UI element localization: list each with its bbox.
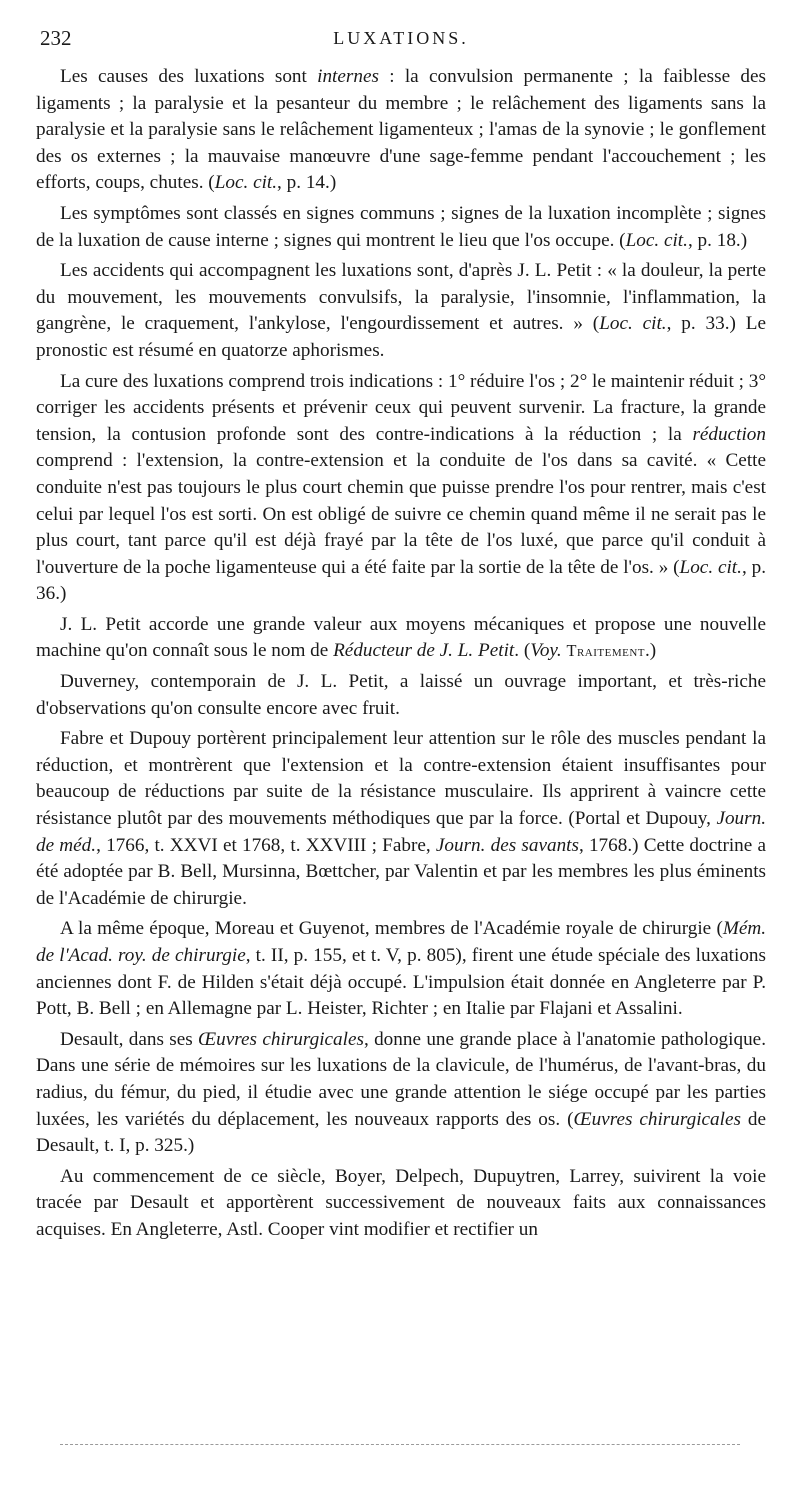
paragraph bbox=[36, 258, 766, 364]
paragraph bbox=[36, 201, 766, 254]
text-run: Loc. cit. bbox=[599, 313, 667, 335]
paragraph bbox=[36, 726, 766, 912]
text-run: : la convulsion permanente ; la faiblesse des ligaments ; la paralysie et la pesanteur du membre ; le relâchement des ligaments sans la paralysie et la paralysie sans le relâchement ligamenteux ; l'amas de la synovie ; le gonflement des os externes ; la mauvaise manœuvre d'une sage-femme pendant l'accouchement ; les efforts, coups, chutes. ( bbox=[36, 66, 766, 194]
text-run: Les causes des luxations sont bbox=[60, 66, 318, 87]
text-run: comprend : l'extension, la contre-extension et la conduite de l'os dans sa cavité. « Cette conduite n'est pas toujours le plus court chemin que puisse prendre l'os pour rentrer, mais c'est celui par lequel l'os est sorti. On est obligé de suivre ce chemin quand même il ne serait pas le plus court, tant parce qu'il est déjà frayé par la tête de l'os luxé, que parce qu'il conduit à l'ouverture de la poche ligamenteuse qui a été faite par la sortie de la tête de l'os. » ( bbox=[36, 450, 766, 578]
text-run: J. L. Petit accorde une grande valeur aux moyens mécaniques et propose une nouvelle machine qu'on connaît sous le nom de bbox=[36, 613, 766, 662]
text-run: Journ. des savants bbox=[435, 834, 579, 856]
text-run: Desault, dans ses bbox=[60, 1028, 199, 1050]
text-run: , p. 18.) bbox=[687, 229, 748, 251]
text-run: Loc. cit. bbox=[625, 229, 688, 251]
bottom-rule bbox=[60, 1444, 740, 1445]
text-run: Duverney, contemporain de J. L. Petit, a laissé un ouvrage important, et très-riche d'observations qu'on consulte encore avec fruit. bbox=[36, 671, 766, 719]
text-run: Traitement bbox=[566, 641, 645, 661]
page-number: 232 bbox=[40, 26, 72, 50]
paragraph bbox=[36, 916, 766, 1022]
text-run: Loc. cit. bbox=[214, 172, 278, 194]
paragraph bbox=[36, 64, 766, 197]
text-run: Mém. de l'Acad. roy. de chirurgie bbox=[36, 918, 766, 966]
text-run: Les symptômes sont classés en signes communs ; signes de la luxation incomplète ; signes de la luxation de cause interne ; signes qui montrent le lieu que l'os occupe. ( bbox=[36, 202, 766, 251]
text-run: , 1768.) Cette doctrine a été adoptée par B. Bell, Mursinna, Bœttcher, par Valentin et par les membres les plus éminents de l'Académie de chirurgie. bbox=[36, 834, 767, 909]
text-run: internes bbox=[317, 66, 379, 87]
text-run: .) bbox=[645, 640, 657, 662]
book-page bbox=[36, 26, 766, 1248]
body-text bbox=[36, 64, 766, 1244]
paragraph bbox=[36, 1027, 766, 1160]
text-run: , p. 36.) bbox=[36, 556, 766, 605]
paragraph bbox=[36, 669, 766, 722]
text-run: , p. 14.) bbox=[277, 172, 337, 194]
running-title: LUXATIONS. bbox=[333, 28, 469, 48]
text-run: Journ. de méd. bbox=[36, 808, 766, 856]
text-run: Au commencement de ce siècle, Boyer, Delpech, Dupuytren, Larrey, suivirent la voie tracée par Desault et apportèrent successivement de nouveaux faits aux connaissances acquises. En Angleterre, Astl. Cooper vint modifier et rectifier un bbox=[36, 1165, 766, 1240]
text-run: , t. II, p. 155, et t. V, p. 805), firent une étude spéciale des luxations anciennes dont F. de Hilden s'était déjà occupé. L'impulsion était donnée en Angleterre par P. Pott, B. Bell ; en Allemagne par L. Heister, Richter ; en Italie par Flajani et Assalini. bbox=[36, 945, 766, 1020]
text-run: de Desault, t. I, p. 325.) bbox=[36, 1108, 766, 1157]
text-run: Œuvres chirurgicales bbox=[198, 1028, 364, 1050]
text-run: A la même époque, Moreau et Guyenot, membres de l'Académie royale de chirurgie ( bbox=[60, 918, 723, 940]
text-run: . ( bbox=[514, 640, 531, 662]
text-run: Loc. cit. bbox=[679, 556, 742, 578]
text-run: réduction bbox=[692, 423, 766, 445]
text-run: , 1766, t. XXVI et 1768, t. XXVIII ; Fabre, bbox=[96, 834, 436, 856]
text-run: Réducteur de J. L. Petit bbox=[333, 640, 515, 662]
text-run: Voy. bbox=[530, 640, 562, 662]
paragraph bbox=[36, 1164, 766, 1244]
paragraph bbox=[36, 369, 766, 608]
text-run: La cure des luxations comprend trois indications : 1° réduire l'os ; 2° le maintenir réduit ; 3° corriger les accidents présents et prévenir ceux qui peuvent survenir. La fracture, la grande tension, la contusion profonde sont des contre-indications à la réduction ; la bbox=[36, 370, 766, 445]
paragraph bbox=[36, 612, 766, 665]
text-run: , donne une grande place à l'anatomie pathologique. Dans une série de mémoires sur les luxations de la clavicule, de l'humérus, de l'avant-bras, du radius, du fémur, du pied, il étudie avec une grande attention le siége occupé par les parties luxées, les variétés du déplacement, les nouveaux rapports des os. ( bbox=[36, 1028, 766, 1130]
text-run: Fabre et Dupouy portèrent principalement leur attention sur le rôle des muscles pendant la réduction, et montrèrent que l'extension et la contre-extension étaient insuffisantes pour beaucoup de réductions par suite de la résistance musculaire. Ils apprirent à vaincre cette résistance plutôt par des mouvements méthodiques que par la force. (Portal et Dupouy, bbox=[36, 728, 766, 830]
text-run: , p. 33.) Le pronostic est résumé en quatorze aphorismes. bbox=[36, 313, 766, 361]
text-run: Les accidents qui accompagnent les luxations sont, d'après J. L. Petit : « la douleur, la perte du mouvement, les mouvements convulsifs, la paralysie, l'insomnie, l'inflammation, la gangrène, le craquement, l'ankylose, l'engourdissement et autres. » ( bbox=[36, 260, 766, 335]
running-head bbox=[36, 26, 766, 56]
text-run: Œuvres chirurgicales bbox=[573, 1108, 741, 1130]
